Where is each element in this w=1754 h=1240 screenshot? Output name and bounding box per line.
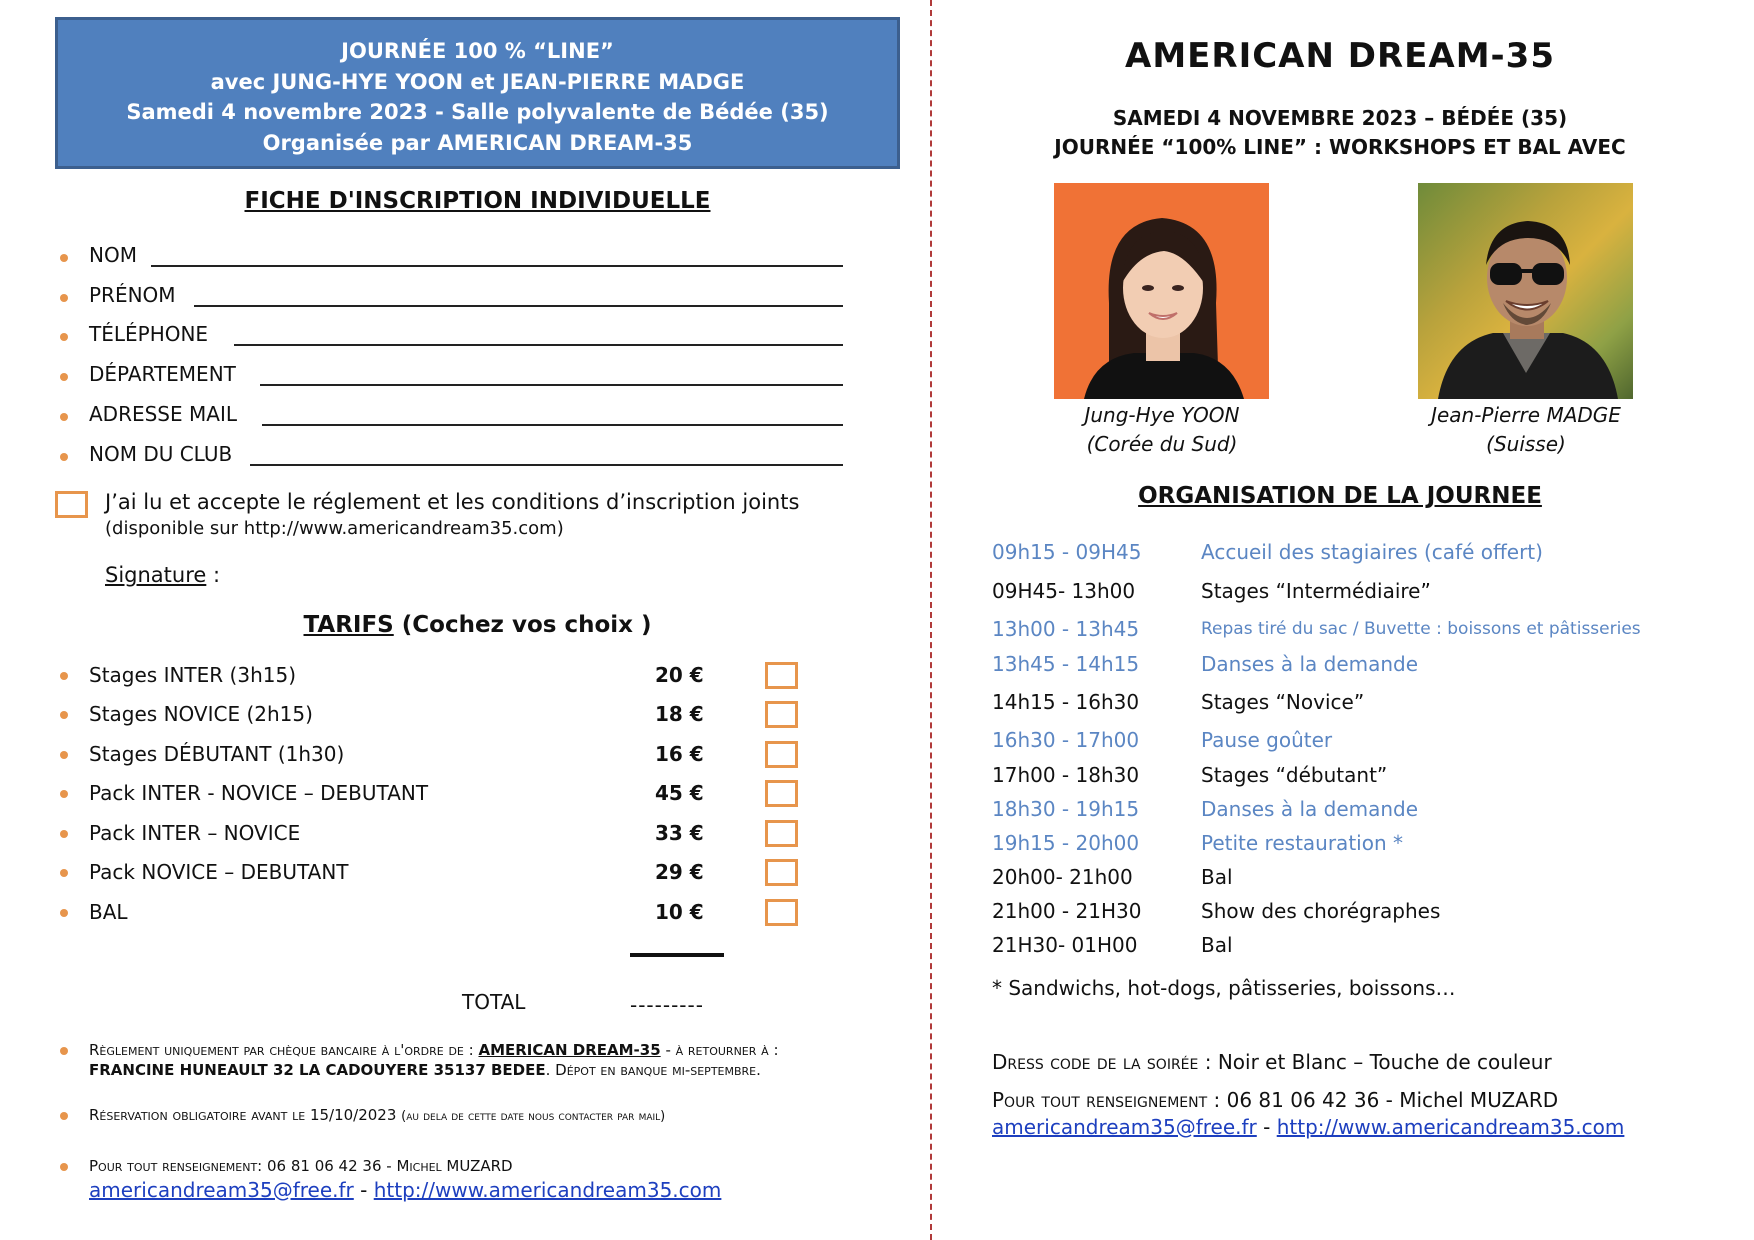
fill-line[interactable]: [260, 384, 843, 386]
instructor-name: Jean-Pierre MADGE: [1431, 403, 1621, 427]
payment-note-text: [89, 1040, 859, 1080]
header-line-1: JOURNÉE 100 % “LINE”: [341, 39, 614, 63]
contact-note-text: Pour tout renseignement: 06 81 06 42 36 - Michel MUZARD: [89, 1157, 513, 1175]
bullet-icon: [60, 294, 68, 302]
header-line-4: Organisée par AMERICAN DREAM-35: [262, 130, 693, 155]
header-line-2: avec JUNG-HYE YOON et JEAN-PIERRE MADGE: [210, 69, 745, 94]
payment-payee: AMERICAN DREAM-35: [478, 1041, 661, 1059]
tarif-row: [60, 699, 830, 733]
schedule-title: ORGANISATION DE LA JOURNEE: [1138, 483, 1542, 509]
schedule-time: 14h15 - 16h30: [992, 690, 1140, 714]
schedule-activity: Bal: [1201, 865, 1233, 889]
schedule-time: 13h00 - 13h45: [992, 617, 1140, 641]
bullet-icon: [60, 672, 68, 680]
email-link[interactable]: americandream35@free.fr: [89, 1178, 354, 1202]
tarif-row: [60, 739, 830, 773]
fill-line[interactable]: [250, 464, 843, 466]
instructor-name: Jung-Hye YOON: [1084, 403, 1240, 427]
tarifs-title-main: TARIFS: [303, 612, 394, 638]
instructor-caption: [1396, 401, 1656, 459]
schedule-activity: Show des chorégraphes: [1201, 899, 1441, 923]
reservation-note-text: [89, 1105, 859, 1127]
bullet-icon: [60, 1163, 68, 1171]
info-label: Pour tout renseignement: [992, 1088, 1208, 1112]
tarif-name: Stages INTER (3h15): [89, 663, 296, 687]
bullet-icon: [60, 373, 68, 381]
schedule-activity: Stages “Intermédiaire”: [1201, 579, 1431, 603]
event-description: JOURNÉE “100% LINE” : WORKSHOPS ET BAL AVEC: [1054, 135, 1626, 159]
tarif-name: Pack INTER – NOVICE: [89, 821, 301, 845]
email-link[interactable]: americandream35@free.fr: [992, 1115, 1257, 1139]
bullet-icon: [60, 711, 68, 719]
bullet-icon: [60, 413, 68, 421]
portrait-illustration: [1418, 183, 1633, 399]
dress-code-label: Dress code de la soirée: [992, 1050, 1199, 1074]
schedule-activity: Stages “débutant”: [1201, 763, 1388, 787]
portrait-illustration: [1054, 183, 1269, 399]
dress-code: [992, 1050, 1552, 1074]
field-telephone[interactable]: [60, 322, 850, 352]
tarif-checkbox[interactable]: [765, 859, 798, 886]
schedule-time: 21h00 - 21H30: [992, 899, 1142, 923]
instructor-photo-jung-hye-yoon: [1054, 183, 1269, 399]
page-divider: [930, 0, 932, 1240]
reservation-text: Réservation obligatoire avant le 15/10/2023: [89, 1106, 402, 1124]
schedule-time: 09h15 - 09H45: [992, 540, 1142, 564]
fill-line[interactable]: [194, 305, 843, 307]
schedule-time: 21H30- 01H00: [992, 933, 1138, 957]
tarif-name: Stages DÉBUTANT (1h30): [89, 742, 345, 766]
tarif-checkbox[interactable]: [765, 741, 798, 768]
tarif-price: 18 €: [655, 702, 704, 726]
schedule-activity: Bal: [1201, 933, 1233, 957]
schedule-footnote: * Sandwichs, hot-dogs, pâtisseries, boissons…: [992, 976, 1456, 1000]
field-prenom[interactable]: [60, 283, 850, 313]
tarif-checkbox[interactable]: [765, 899, 798, 926]
instructor-country: (Corée du Sud): [1086, 432, 1238, 456]
schedule-activity: Danses à la demande: [1201, 652, 1419, 676]
field-label: DÉPARTEMENT: [89, 362, 236, 386]
total-value[interactable]: ---------: [630, 993, 704, 1017]
schedule-activity: Petite restauration *: [1201, 831, 1403, 855]
field-label: PRÉNOM: [89, 283, 176, 307]
field-label: ADRESSE MAIL: [89, 402, 237, 426]
tarif-price: 33 €: [655, 821, 704, 845]
schedule-activity: Pause goûter: [1201, 728, 1333, 752]
header-line-3: Samedi 4 novembre 2023 - Salle polyvalente de Bédée (35): [126, 100, 829, 124]
schedule-time: 19h15 - 20h00: [992, 831, 1140, 855]
tarifs-title-rest: (Cochez vos choix ): [393, 612, 652, 638]
dress-code-value: : Noir et Blanc – Touche de couleur: [1198, 1050, 1552, 1074]
bullet-icon: [60, 1112, 68, 1120]
reservation-note: [60, 1105, 860, 1145]
info-contact: [992, 1088, 1558, 1112]
field-nom[interactable]: [60, 243, 850, 273]
event-header-box: [55, 17, 900, 169]
accept-terms-text: J’ai lu et accepte le réglement et les conditions d’inscription joints: [105, 490, 800, 514]
accept-terms-subtext: (disponible sur http://www.americandream35.com): [105, 518, 564, 539]
tarif-name: Stages NOVICE (2h15): [89, 702, 313, 726]
field-departement[interactable]: [60, 362, 850, 392]
signature-label-text: Signature: [105, 563, 207, 587]
tarif-checkbox[interactable]: [765, 662, 798, 689]
tarif-checkbox[interactable]: [765, 820, 798, 847]
field-label: NOM DU CLUB: [89, 442, 233, 466]
schedule-time: 18h30 - 19h15: [992, 797, 1140, 821]
schedule-time: 20h00- 21h00: [992, 865, 1133, 889]
bullet-icon: [60, 830, 68, 838]
tarif-price: 45 €: [655, 781, 704, 805]
payment-deposit-text: . Dépot en banque mi-septembre.: [545, 1061, 761, 1079]
tarif-price: 10 €: [655, 900, 704, 924]
payment-return-text: - à retourner à :: [660, 1041, 779, 1059]
tarif-row: [60, 897, 830, 931]
bullet-icon: [60, 869, 68, 877]
event-program-page: [940, 0, 1754, 1240]
bullet-icon: [60, 751, 68, 759]
tarif-name: Pack NOVICE – DEBUTANT: [89, 860, 349, 884]
field-nom-du-club[interactable]: [60, 442, 850, 472]
payment-note: [60, 1040, 860, 1100]
tarif-price: 16 €: [655, 742, 704, 766]
form-title: FICHE D'INSCRIPTION INDIVIDUELLE: [244, 188, 711, 214]
event-subtitle: [940, 104, 1740, 162]
reservation-subtext: (au dela de cette date nous contacter par mail): [401, 1109, 666, 1124]
bullet-icon: [60, 790, 68, 798]
instructor-photo-jean-pierre-madge: [1418, 183, 1633, 399]
instructor-country: (Suisse): [1486, 432, 1566, 456]
fill-line[interactable]: [262, 424, 843, 426]
schedule-time: 09H45- 13h00: [992, 579, 1136, 603]
field-label: NOM: [89, 243, 137, 267]
tarif-row: [60, 660, 830, 694]
tarifs-title: [55, 612, 900, 638]
schedule-time: 16h30 - 17h00: [992, 728, 1140, 752]
accept-terms-checkbox[interactable]: [55, 491, 88, 518]
info-links: [992, 1115, 1624, 1139]
schedule-activity: Repas tiré du sac / Buvette : boissons et pâtisseries: [1201, 619, 1641, 639]
bullet-icon: [60, 333, 68, 341]
tarif-checkbox[interactable]: [765, 701, 798, 728]
event-title: AMERICAN DREAM-35: [1125, 36, 1555, 76]
payment-address: FRANCINE HUNEAULT 32 LA CADOUYERE 35137 BEDEE: [89, 1061, 546, 1079]
field-label: TÉLÉPHONE: [89, 322, 209, 346]
bullet-icon: [60, 453, 68, 461]
fill-line[interactable]: [151, 265, 843, 267]
tarif-row: [60, 818, 830, 852]
website-link[interactable]: http://www.americandream35.com: [373, 1178, 722, 1202]
tarif-checkbox[interactable]: [765, 780, 798, 807]
payment-text: Règlement uniquement par chèque bancaire à l'ordre de :: [89, 1041, 479, 1059]
link-separator: -: [1256, 1115, 1277, 1139]
schedule-activity: Accueil des stagiaires (café offert): [1201, 540, 1543, 564]
signature-label[interactable]: [105, 563, 220, 587]
bullet-icon: [60, 1047, 68, 1055]
tarif-price: 20 €: [655, 663, 704, 687]
instructor-caption: [1032, 401, 1292, 459]
fill-line[interactable]: [234, 344, 843, 346]
website-link[interactable]: http://www.americandream35.com: [1276, 1115, 1625, 1139]
bullet-icon: [60, 254, 68, 262]
link-separator: -: [353, 1178, 374, 1202]
schedule-activity: Danses à la demande: [1201, 797, 1419, 821]
event-date-place: SAMEDI 4 NOVEMBRE 2023 – BÉDÉE (35): [1112, 106, 1568, 130]
signature-colon: :: [206, 563, 221, 587]
tarif-row: [60, 857, 830, 891]
sum-line: [630, 953, 724, 957]
total-label: TOTAL: [462, 990, 526, 1014]
schedule-activity: Stages “Novice”: [1201, 690, 1365, 714]
contact-links: [89, 1178, 721, 1202]
schedule-time: 13h45 - 14h15: [992, 652, 1140, 676]
info-value: : 06 81 06 42 36 - Michel MUZARD: [1207, 1088, 1559, 1112]
schedule-time: 17h00 - 18h30: [992, 763, 1140, 787]
tarif-name: Pack INTER - NOVICE – DEBUTANT: [89, 781, 429, 805]
bullet-icon: [60, 909, 68, 917]
field-adresse-mail[interactable]: [60, 402, 850, 432]
contact-note: [60, 1156, 860, 1178]
tarif-name: BAL: [89, 900, 128, 924]
tarif-row: [60, 778, 830, 812]
tarif-price: 29 €: [655, 860, 704, 884]
